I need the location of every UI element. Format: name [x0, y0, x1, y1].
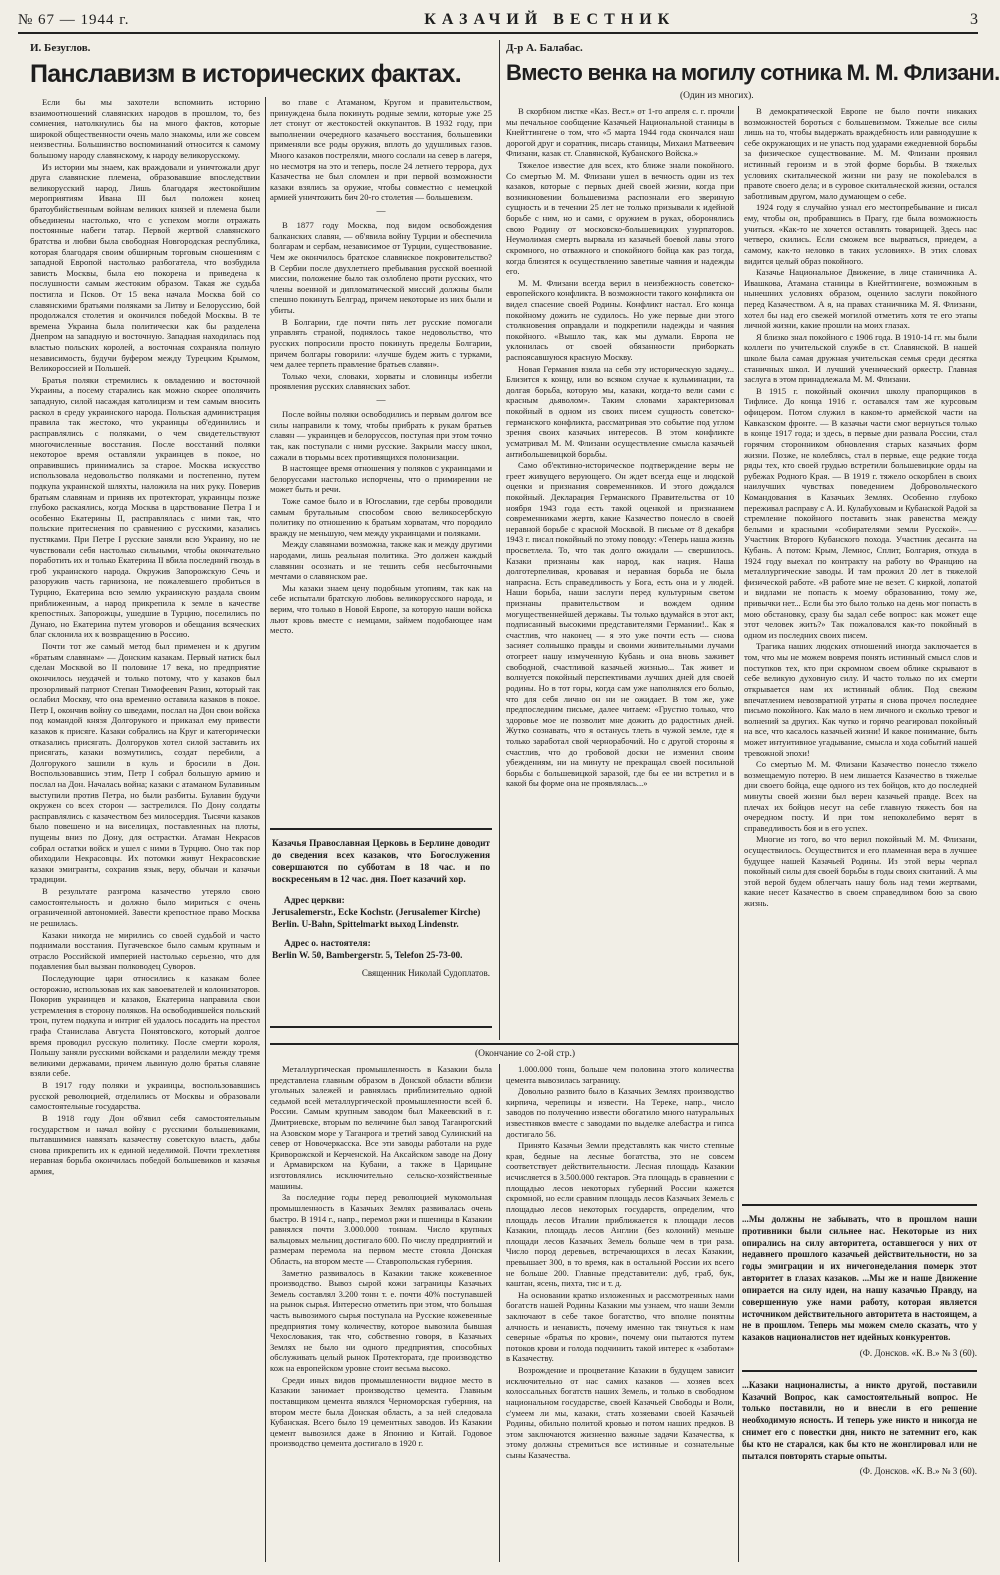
quote-source: (Ф. Донсков. «К. В.» № 3 (60).	[859, 1347, 977, 1358]
church-notice-lead: Казачья Православная Церковь в Берлине доводит до сведения всех казаков, что Богослужения совершаются по субботам в 18 час. и по воскресеньям в 12 час. дня. Поет казачий хор.	[272, 839, 490, 886]
paragraph: В скорбном листке «Каз. Вест.» от 1-го апреля с. г. прочли мы печальное сообщение Казачьей Национальной станицы в Кнейттингене о том, что «5 марта 1944 года скончался наш дорогой друг и соратник, писарь станицы, Михаил Матвеевич Флизани, казак ст. Славянской, Кубанского Войска.»	[506, 106, 734, 159]
paragraph: Если бы мы захотели вспомнить историю взаимоотношений славянских народов в прошлом, то, без сомнения, натолкнулись бы на много фактов, которые широкой общественности очень мало знакомы, или же совсем неизвестны. Большинство воспоминаний относится к самому большому народу славянскому, к народу великорусскому.	[30, 97, 260, 161]
continued-note: (Окончание со 2-ой стр.)	[475, 1049, 575, 1059]
paragraph: Тоже самое было и в Югославии, где сербы проводили самым брутальным способом свою великосербскую политику по отношению к братьям хорватам, что породило вражду не меньшую, чем между украинцами и поляками.	[270, 495, 492, 538]
paragraph: Казачье Национальное Движение, в лице станичника А. Ивашкова, Атамана станицы в Кнейттингене, возможным в нынешних условиях образом, оценило заслуги покойного перед Казачеством. А я, на правах станичника М. Я. Флизани, хотел бы над его свежей могилой отметить хотя те его этапы личной жизни, какие прошли на моих глазах.	[744, 267, 977, 331]
paragraph: Само об'ективно-историческое подтверждение веры не греет живущего верующего. Он ждет всегда еще и людской оценки и признания современников. И этого дождался покойный. Декларация Германского Правительства от 10 ноября 1943 года есть такой оценкой и признанием современниками жертв, какие Казачество понесло в своей неравной борьбе с красной Москвой. В письме от 8 декабря 1943 г. писал покойный по этому поводу: «Теперь наша жизнь просветлела. То, что так долго ожидали — свершилось. Казаки признаны как народ, как нация. Наша долготерпеливая, кровавая и неравная борьба не была напрасна. Есть справедливость у Бога, есть она и у людей. Наши борьба, наши заслуги перед культурным светом признаны правительством и вождем одним могущественнейшей державы. Ты только вдумайся в этот акт, подписанный высокими представителями Германии!.. Как я счастлив, что наконец — я это уже почти есть — снова засияет солнышко правды и своими живительными лучами отогреет нашу измученную Кубань и она вновь заживет свободной, счастливой казачьей жизнью... Так живет и волнуется покойный перспективами лучших дней для своей родины. Но в тот горы, когда сам уже наполнялся его болью, что для себя лично он ни не ожидает. В том же, уже предпоследним письме, далее читаем: «Грустно только, что здоровье мое не позволит мне дожить до радостных дней. Жутко сознавать, что я останусь тлеть в чужой земле, где я только заработал свой чернорабочий. Но с другой стороны я счастлив, что до гробовой доски не изменил своим убеждениям, ни на минуту не прекращал своей посильной борьбы с большевицкой заразой, где бы ее ни встретил и в какой бы форме она не проявлялась...»	[506, 460, 734, 789]
paragraph: Из истории мы знаем, как враждовали и уничтожали друг друга славянские племена, образовавшие впоследствии великорусский народ. Лишь благодаря жестокойшим мероприятиям Ивана III был положен конец братоубийственным войнам великих князей и племена были объединены настолько, что с успехом могли отражать постоянные набеги татар. Первой жертвой славянского братства и любви была свободная Новгородская республика, которая благодаря своим обширным торговым сношениям с западной Европой настолько разбогатела, что возбудила зависть Москвы, была ею покорена и приведена к послушности самым жестоким образом. Такая же судьба постигла и Псков. От 15 века начала Москва бой со славянскими братьями поляками за Литву и Белоруссию, бой продолжался столетия и окончился победой Москвы. В те времена Украина была политически как бы разделена Днепром на западную и восточную. Западная находилась под властью польских королей, а восточная сохраняла полную независимость, будучи буфером между Турецким Крымом, Великороссией и Польшей.	[30, 161, 260, 374]
section-rule	[270, 1043, 738, 1045]
paragraph: Металлургическая промышленность в Казакии была представлена главным образом в Донской области вблизи угольных залежей и равнялась приблизительно одной седьмой всей металлургической промышленности всей б. России. Самым крупным заводом был Макеевский в г. Дмитриевске, вторым по величине был завод Таганрогский на Азовском море у Таганрога и третий завод Сулинский на север от Новочеркасска. Все эти заводы работали на руде Криворожской и Керченской. На Аксайском заводе на Дону и Армавирском на Кубани, а также в Царицыне изготовлялись исключительно сельско-хозяйственные машины.	[270, 1064, 492, 1191]
newspaper-title: КАЗАЧИЙ ВЕСТНИК	[424, 11, 676, 28]
paragraph: В 1918 году Дон об'явил себя самостоятельным государством и начал войну с русскими большевиками, пытавшимися навязать казачеству советскую власть, дабы снова прикрепить их к единой неделимой. Почти трехлетняя неравная борьба окончилась победой большевиков и казачья армия,	[30, 1112, 260, 1176]
church-address-label: Адрес церкви:	[284, 896, 345, 907]
paragraph: Новая Германия взяла на себя эту историческую задачу... Близится к концу, или во всяком случае к кульминации, та долгая борьба, которую мы, казаки, когда-то вели сами с красным дьяволом». Таким словами характеризовал покойный в одном из своих писем сущность советско-германского конфликта, рассматривая это событие под углом зрения своих казачьих интересов. В этом конфликте усматривал М. М. Флизани осуществление смысла казачьей антибольшевицкой борьбы.	[506, 363, 734, 459]
article-right-col-1	[506, 106, 734, 1034]
paragraph: На основании кратко изложенных и рассмотренных нами богатств нашей Родины Казакии мы узнаем, что наши Земли заключают в себе такое богатство, что вполне понятны алчность и ненависть, почему именно так тянуться к нам северные «братья по крови», почему они пытаются путем потоков крови и голода подчинить такой интерес к «заботам» в Казачеству.	[506, 1289, 734, 1364]
headline-left: Панславизм в исторических фактах.	[30, 60, 461, 88]
bottom-article-col-1	[270, 1064, 492, 1562]
paragraph: В 1877 году Москва, под видом освобождения балканских славян, — об'явила войну Турции и обеспечила болгарам и сербам, независимое от Турции, существование. Чем же окончилось братское славянское покровительство? В Сербии после двухлетнего пребывания русской военной миссии, положение было так озлоблено проти русских, что члены военной и дипломатической миссий должны были спешно покинуть Белград, причем некоторые из них были и убиты.	[270, 220, 492, 316]
paragraph: Мы казаки знаем цену подобным утопиям, так как на себе испытали братскую любовь великорусского народа, и верим, что только в Новой Европе, за которую наши войска льют кровь вместе с немцами, займем подобающее нам место.	[270, 582, 492, 636]
issue-number: № 67 — 1944 г.	[18, 12, 130, 28]
article-left-col-2	[270, 97, 492, 819]
paragraph: Последующие цари относились к казакам более осторожно, использовав их как завоевателей и колонизаторов. Покорив украинцев и казаков, Екатерина направила свои устремления в сторону поляков. На освободившейся польский трон, путем подкупа и интриг ей удалось посадить на престол графа Станислава Августа Понятовского, который долгое время проводил русскую политику. После смерти короля, Польшу заняли русскими войсками и разделили между тремя великими державами, причем львиную долю братья славяне взяли себе.	[30, 972, 260, 1079]
paragraph: В 1915 г. покойный окончил школу прапорщиков в Тифлисе. До конца 1916 г. оставался там же курсовым офицером. Потом служил в каком-то армейской части на Кавказском фронте. — В казачьи части смог вернуться только в конце 1917 года; и здесь, в первые дни развала России, стал горячим сторонником обновления старых казачьих форм жизни. Позже, не колеблясь, стал в первые, еще редкие тогда ряды тех, кто своей грудью встретили большевицкие орды на рубежах Родного Края. — В 1919 г. тяжело оскорблен в своих наилучших чувствах поведением Добровольческого Командования в Казачьих Землях. Особенно глубоко переживал расправу с А. И. Кулабуховым и Кубанской Радой за стремление покойного поставить знак равенства между белыми и красными «собирателями земли Русской». — Участник Второго Кубанского похода. Участник десанта на Кубань. А потом: Крым, Лемнос, Сплит, Болгария, откуда в 1924 году выехал по контракту на работу во Францию на металлургические заводы. И там прожил 20 лет в тяжелой физической работе. «В работе мне не везет. С киркой, лопатой и видлами не попасть к моему образованию, тому же, привычки нет... Если бы это было только на день мог попасть в мою обстановку, сразу бы задал себе вопрос: как может еще этот человек жить?» Так пожаловался как-то покойный в одном из последних своих писем.	[744, 385, 977, 640]
paragraph: Почти тот же самый метод был применен и к другим «братьям славянам» — Донским казакам. Первый натиск был сделан Москвой во II половине 17 века, но предприятие окончилось неудачей и только потому, что у казаков был прозорливый патриот Степан Тимофеевич Разин, который так ослабил Москву, что она временно оставила казаков в покое. Петр I, окончив войну со шведами, послал на Дон свои войска под командой князя Долгорукого и приказал ему привести казаков к присяге. Казаки собрались на Круг и категорически отказались присягать. Долгоруков хотел силой заставить их присягать, казаки возмутились, создат перебили, а Долгорукого зашили в куль и бросили в Дон. Воспользовавшись этим, Петр I собрал большую армию и послал на Дон. Началась война; казаки с атаманом Булавиным выступили против Петра, но были разбиты. Булавин будучи окружен со всех сторон — застрелился. По Дону солдаты расправлялись с казачеством без милосердия. Тысячи казаков было повешено и на виселицах, поставленных на плоты, пущены вниз по Дону, для острастки. Атаман Некрасов собрал остатки войск и ушел с ними в Турцию. Оно так пор обиходили Некрасовцы. Их потомки живут Некрасовские казаки эмигранты, сохранив язык, веру, обычаи и казачьи традиции.	[30, 641, 260, 885]
quote-box	[742, 1200, 977, 1562]
paragraph: В результате разгрома казачество утеряло свою самостоятельность и должно было мириться с очень ограниченной автономией. Завести крепостное право Москва не решилась.	[30, 886, 260, 928]
paragraph: Тяжелое известие для всех, кто ближе знали покойного. Со смертью М. М. Флизани ушел в вечность один из тех казаков, которые с первых дней своей жизни, когда при возникновении большевизма распознали его звериную сущность и в течении 25 лет не только призывали к идейной борьбе с ним, но и сами, с оружием в руках, оборонялись свою Родину от московско-большевицких узурпаторов. Неумолимая смерть вырвала из казачьей боевой лавы этого скромного, но отважного и спокойного бойца как раз тогда, когда близятся к осуществлению заветные чаяния и надежды его.	[506, 160, 734, 277]
church-notice	[270, 828, 492, 1028]
paragraph: Трагика наших людских отношений иногда заключается в том, что мы не можем вовремя понять истинный смысл слов и поступков тех, кто при скромном своем облике скрывают в себе великую духовную силу. И часто только по их смерти открывается нам их истинный облик. Под свежим впечатлением невозвратной утраты я снова прочел последнее письмо покойного. Как мало в нем личного и сколько тревог и волнений за других. Как чутко и горячо реагировал покойный на все, что касалось казачьей жизни! И какое понимание, быть может интуитивное угадывание, смысла и хода событий нашей тревожной эпохи!	[744, 641, 977, 758]
priest-address: Berlin W. 50, Bambergerstr. 5, Telefon 25-73-00.	[272, 950, 463, 961]
paragraph: Принято Казачьи Земли представлять как чисто степные края, бедные на лесные богатства, это не совсем соответствует действительности. Лесная площадь Казакии исчисляется в 3.500.000 гектаров. Эта площадь в сравнении с площадью лесов некоторых губерний России кажется скромной, но если сравним площадь лесов Казачьих Земель с площадью лесов некоторых государств, определим, что площадь лесов Италии приближается к площади лесов Казакии, площадь лесов Англии (без колоний) меньше площади лесов Казачьих Земель больше чем в три раза. Число пород деревьев, встречающихся в лесах Казакии, превышает 300, в то время, как в остальной России их всего не больше 200. Главные представители: дуб, граб, бук, каштан, ясень, пихта, тис и т. д.	[506, 1140, 734, 1289]
priest-name: Священник Николай Судоплатов.	[361, 967, 490, 978]
paragraph: Довольно развито было в Казачьих Землях производство кирпича, черепицы и извести. На Тереке, напр., число заводов по получению извести обогатило много натуральных известняков вместе с заводами по выделке алебастра и гипса достигало 56.	[506, 1086, 734, 1139]
paragraph: 1924 году я случайно узнал его местопребывание и писал ему, чтобы он, пробравшись в Прагу, где была возможность учиться. «Как-то не хочется оставлять товарищей. Здесь нас четверо, скились. Если сможем все вырваться, приедем, а самому, как-то неловко в таких условиях». В этих словах видится целый образ покойного.	[744, 202, 977, 266]
column-rule	[738, 106, 739, 1562]
paragraph: Между славянами возможна, также как и между другими народами, лишь реальная политика. Это должен каждый славянин осознать и не тешить себя несбыточными мечтами о славянском рае.	[270, 539, 492, 582]
paragraph: За последние годы перед революцией мукомольная промышленность в Казачьих Землях развивалась очень быстро. В 1914 г., напр., перемол ржи и пшеницы в Казакии равнялся почти 3.000.000 тоннам. Число крупных вальцовых мельниц достигало 600. По числу предприятий и размерам перемола на первом месте стояла Донская Область, на втором месте — Ставропольская губерния.	[270, 1192, 492, 1266]
paragraph: —	[376, 206, 386, 217]
headline-right: Вместо венка на могилу сотника М. М. Флизани.	[506, 60, 1000, 85]
paragraph: Со смертью М. М. Флизани Казачество понесло тяжело возмещаемую потерю. В нем лишается Казачество в тяжелые дни своего бойца, еще одного из тех бойцов, кто до последней минуты своей жизни был верен казачьей правде. Всех на плечах их бойцов несут на себе главную тяжесть боя на очередном посту. И при том непоколебимо верят в справедливость боя и в его успех.	[744, 759, 977, 833]
paragraph: Многие из того, во что верил покойный М. М. Флизани, осуществилось. Осуществится и его пламенная вера в лучшее будущее нашей Казачьей Родины. Из этой веры черпал покойный силы для своей борьбы в годы своих скитаний. А мы этой верой будем облегчать нашу боль над теми жертвами, какие несет Казачество в своем справедливом бою за свою жизнь.	[744, 834, 977, 909]
paragraph: Возрождение и процветание Казакии в будущем зависит исключительно от нас самих казаков — хозяев всех колоссальных богатств наших Земель, и только в свободном национальном государстве, своей Казачьей Свободы и Воли, с'умеем ли мы, казаки, стать хозяевами своей Казачьей Родины, обильно политой кровью и потом наших предков. В этом заключаются жизненно важные задачи Казачества, к этому должны стремиться все истинные и сознательные сыны Казачества.	[506, 1365, 734, 1460]
paragraph: Заметно развивалось в Казакии также кожевенное производство. Вывоз сырой кожи заграницы Казачьих Земель составлял 3.200 тонн т. е. почти 40% поступавшей на рынок сырья. Интересно отметить при этом, что большая часть вывозимого сырья поступала на Русские кожевенные предприятия тому количеству, которое вывозила бывшая Чехословакия, так что, собственно говоря, в Казачьих Землях не было ни одного предприятия, способных обслуживать целый рынок Протектората, где производство кож на европейском уровне стоит весьма высоко.	[270, 1267, 492, 1374]
priest-address-label: Адрес о. настоятеля:	[284, 938, 371, 949]
column-rule	[499, 1064, 500, 1562]
paragraph: В демократической Европе не было почти никаких возможностей бороться с большевизмом. Тяжелые все силы лишь на то, чтобы выдержать враждебность или равнодушие к себе окружающих и не упасть под ударами ежедневной борьбы за физическое существование. М. М. Флизани проявил истинный героизм и в этой форме борьбы. В тяжелых условиях скитальческой жизни ни разу не покоlebался в правоте своего дела; и в суровое скитальческой жизни, остался заботливым другом, мало думающем о себе.	[744, 106, 977, 201]
paragraph: В 1917 году поляки и украинцы, воспользовавшись русской революцией, отделились от Москвы и образовали самостоятельные государства.	[30, 1080, 260, 1112]
quote-rule	[742, 1204, 977, 1206]
author-left: И. Безуглов.	[30, 42, 91, 54]
paragraph: Я близко знал покойного с 1906 года. В 1910-14 гг. мы были коллеги по учительской службе в ст. Славянской. В нашей школе была самая дружная учительская семья среди десятка станичных школ. И лучший ученический оркестр. Главная заслуга в этом принадлежала М. М. Флизани.	[744, 331, 977, 385]
column-rule	[499, 40, 500, 1040]
article-left-col-1	[30, 97, 260, 1562]
column-rule	[265, 97, 266, 1562]
paragraph: М. М. Флизани всегда верил в неизбежность советско-европейского конфликта. В возможности такого конфликта он видел спасение своей Родины. Конфликт настал. Его конца покойному дожить не судилось. Но уже первые дни этого столкновения оправдали и подкрепили надежды и чаяния покойного. «Вышло так, как мы думали. Европа не уклонилась от своей обязанности приборкать распоясавшуюся красную Москву.	[506, 277, 734, 363]
paragraph: Среди иных видов промышленности видное место в Казакии занимает производство цемента. Главным поставщиком цемента являлся Черноморская губерния, на втором месте была Донская область, а за ней следовала Кубанская. Всего было 19 цементных заводов. Из Казакии цемент вывозился даже в Японию и Китай. Годовое производство цемента достигало в 1920 г.	[270, 1374, 492, 1449]
paragraph: Казаки никогда не мирились со своей судьбой и часто поднимали восстания. Пугачевское было самым крупным и отрасло Российской империей настолько серьезно, что для подавления был вызван полководец Суворов.	[30, 929, 260, 972]
article-right-col-2	[744, 106, 977, 1192]
paragraph: 1.000.000 тонн, больше чем половина этого количества цемента вывозилась заграницу.	[506, 1064, 734, 1085]
headline-right-subtitle: (Один из многих).	[680, 91, 754, 101]
quote-text: ...Мы должны не забывать, что в прошлом наши противники были сильнее нас. Некоторые из них опирались на силу авторитета, оставшегося у них от недавнего прошлого казачьей действительности, но за годы эмиграции и их ничегонеделания померк этот авторитет в глазах казаков. ...Мы же и наше Движение опирается на силу идеи, на нашу казачью Правду, на совершенную уже нами работу, которая является источником действительного авторитета в настоящем, а не в прошлом. Теперь мы можем смело сказать, что у казаков националистов нет идейных конкурентов.	[742, 1214, 977, 1343]
bottom-article-col-2	[506, 1064, 734, 1562]
paragraph: В настоящее время отношения у поляков с украинцами и белоруссами настолько испорчены, что о примирении не может быть и речи.	[270, 463, 492, 495]
paragraph: Только чехи, словаки, хорваты и словинцы избегли проявления русских славянских забот.	[270, 370, 492, 392]
quote-text: ...Казаки националисты, а никто другой, поставили Казачий Вопрос, как самостоятельный вопрос. Не только поставили, но и внесли в его решение необходимую ясность. И теперь уже никто и никогда не снимет его с повестки дня, никто не затемнит его, как бы кто не старался, как бы кто не жонглировал или не пытался повторять старые опыты.	[742, 1379, 977, 1461]
quote-rule	[742, 1370, 977, 1372]
paragraph: В Болгарии, где почти пять лет русские помогали управлять страной, поднялось такое недовольство, что русских попросили просто покинуть пределы Болгарии, причем болгары говорили: «лучше будем жить с турками, чем далее терпеть правление братьев славян».	[270, 316, 492, 370]
quote-source: (Ф. Донсков. «К. В.» № 3 (60).	[859, 1466, 977, 1477]
author-right: Д-р А. Балабас.	[506, 42, 583, 54]
masthead	[18, 8, 978, 34]
paragraph: —	[376, 394, 386, 405]
paragraph: Братья поляки стремились к овладению и восточной Украины, а посему старались как можно скорее ополячить западную, силой насаждая католицизм и тем самым вносить раскол в среду украинского народа. Польская администрация правила так жестоко, что украинцы об'единились и расправлялись с поляками, о чем свидетельствуют многочисленные восстания. После восстаний поляки некоторое время оставляли украинцев в покое, но оправившись принимались за старое. Москва искусство использовала недовольство поляками и постепенно, путем подкупа украинской шляхты, наложила на них руку. Поверив братьям славянам и приняв их протекторат, украинцы позже глубоко раскаялись, когда Москва в царствование Петра I и особенно Екатерины II, расправлялась с ними так, что польские притеснения по сравнению с русскими, казались пустяками. При Петре I русские заняли всю Украину, но не чувствовали себя настолько сильными, чтобы окончательно поработить их и только Екатерина II вбила последний гвоздь в гроб украинского народа. Окружив Запорожскую Сечь и разоружив часть гарнизона, не пожалевшего пробиться в Турцию, Екатерина всю землю украинскую раздала своим приближенным, а народ прикрепила к земле в качестве крепостных. Запорожцы, ушедшие в Турцию, поселились по Дунаю, но Екатерина путем уговоров и обещания всяческих благ склонила их к возвращению в Россию.	[30, 374, 260, 640]
church-address: Jerusalemerstr., Ecke Kochstr. (Jerusalemer Kirche) Berlin. U-Bahn, Spittelmarkt выход Lindenstr.	[272, 908, 481, 931]
paragraph: во главе с Атаманом, Кругом и правительством, принуждена была покинуть родные земли, которые уже 25 лет стонут от жестокостей оккупантов. В 1932 году, при выполнении очередного казачьего восстания, большевики применяли все роды оружия, вплоть до удушливых газов. Много казаков постреляли, много сослали на север в лагеря, но несмотря на это и теперь, после 24 летнего террора, дух Казачества не был сломлен и при первой возможности казаки взялись за оружие, чтобы совместно с немецкой армией уничтожить бич 20-го столетия — большевизм.	[270, 97, 492, 203]
page-number: 3	[970, 11, 978, 28]
paragraph: После войны поляки освободились и первым долгом все силы направили к тому, чтобы прибрать к рукам братьев славян — украинцев и белоруссов, поступая при этом точно так, как поступали с ними русские. Закрыли массу школ, сажали в тюрьмы всех противящихся полонизации.	[270, 409, 492, 462]
